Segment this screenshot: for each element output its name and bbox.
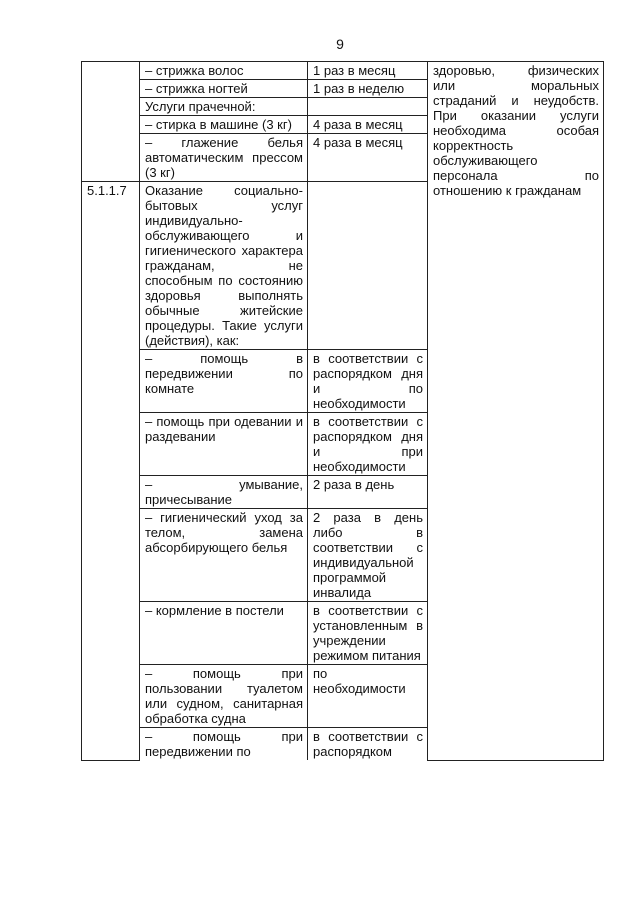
service-cell: – глажение белья автоматическим прессом (3 кг) — [140, 134, 308, 182]
frequency-cell — [308, 98, 428, 116]
service-cell: – умывание, причесывание — [140, 476, 308, 509]
service-cell: – помощь при пользовании туалетом или судном, санитарная обработка судна — [140, 665, 308, 728]
frequency-cell: по необходимости — [308, 665, 428, 728]
quality-conditions-cell — [428, 62, 604, 761]
frequency-cell: в соответствии с распорядком дня и по необходимости — [308, 350, 428, 413]
service-cell: – стрижка ногтей — [140, 80, 308, 98]
service-cell: – кормление в постели — [140, 602, 308, 665]
frequency-cell: в соответствии с распорядком дня и при необходимости — [308, 413, 428, 476]
number-cell: 5.1.1.7 — [82, 182, 140, 761]
table-row — [82, 62, 604, 80]
frequency-cell: 1 раз в месяц — [308, 62, 428, 80]
page-number: 9 — [336, 36, 344, 52]
service-cell: – помощь при одевании и раздевании — [140, 413, 308, 476]
service-cell: – стрижка волос — [140, 62, 308, 80]
quality-text: здоровью, физических или моральных страданий и неудобств. При оказании услуги необходима особая корректность обслуживающего персонала по отношению к гражданам — [433, 63, 599, 198]
frequency-cell — [308, 182, 428, 350]
service-cell: – помощь в передвижении по комнате — [140, 350, 308, 413]
service-cell: – помощь при передвижении по — [140, 728, 308, 761]
frequency-cell: 4 раза в месяц — [308, 134, 428, 182]
frequency-cell: 4 раза в месяц — [308, 116, 428, 134]
number-cell — [82, 62, 140, 182]
frequency-cell: в соответствии с установленным в учреждении режимом питания — [308, 602, 428, 665]
service-cell: – стирка в машине (3 кг) — [140, 116, 308, 134]
service-cell: Оказание социально-бытовых услуг индивидуально-обслуживающего и гигиенического характера гражданам, не способным по состоянию здоровья выполнять обычные житейские процедуры. Такие услуги (действия), как: — [140, 182, 308, 350]
frequency-cell: 1 раз в неделю — [308, 80, 428, 98]
service-cell: – гигиенический уход за телом, замена абсорбирующего белья — [140, 509, 308, 602]
frequency-cell: 2 раза в день либо в соответствии с индивидуальной программой инвалида — [308, 509, 428, 602]
frequency-cell: 2 раза в день — [308, 476, 428, 509]
services-table — [81, 61, 604, 761]
frequency-cell: в соответствии с распорядком — [308, 728, 428, 761]
service-cell: Услуги прачечной: — [140, 98, 308, 116]
